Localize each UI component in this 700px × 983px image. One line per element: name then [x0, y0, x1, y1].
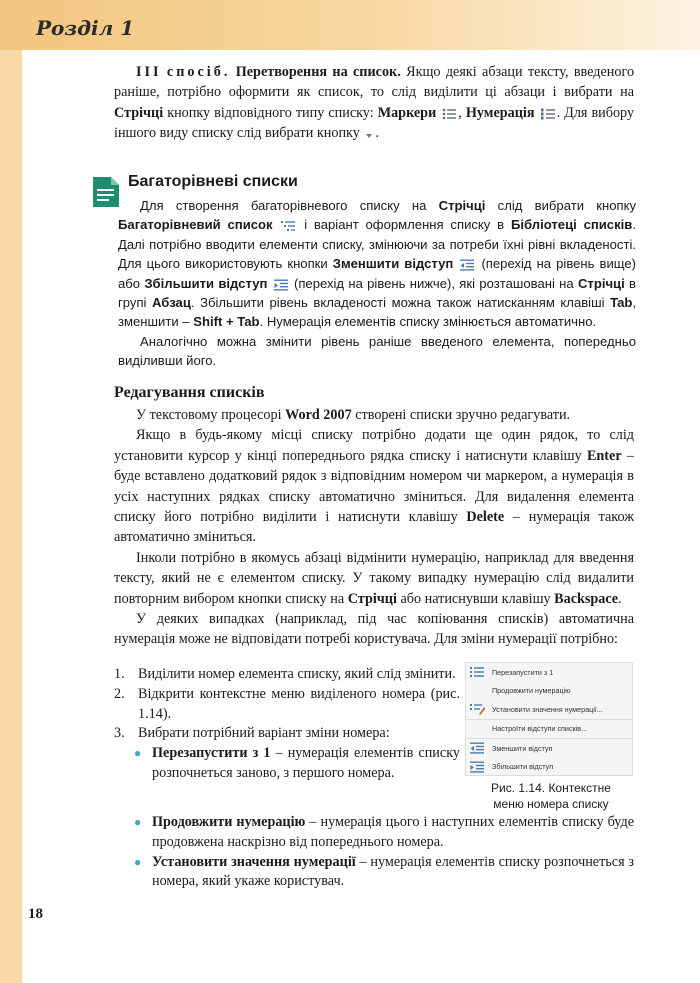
- page-number: 18: [28, 906, 43, 922]
- multilevel-paragraph-2: Аналогічно можна змінити рівень раніше введеного елемента, попередньо виділивши його.: [118, 333, 636, 369]
- editing-section: [114, 405, 634, 650]
- list-item: 3. Вибрати потрібний варіант зміни номера:: [114, 725, 390, 742]
- menu-item-decrease-indent[interactable]: Зменшити відступ: [466, 738, 632, 758]
- menu-item-restart[interactable]: Перезапустити з 1: [466, 663, 632, 682]
- bullets-icon: [442, 108, 456, 120]
- menu-item-adjust-indents[interactable]: Настроїти відступи списків...: [466, 719, 632, 739]
- set-value-icon: [470, 703, 486, 715]
- multilevel-section: [118, 196, 636, 371]
- context-menu-figure: [465, 662, 633, 776]
- editing-paragraph-4: У деяких випадках (наприклад, під час копіювання списків) автоматична нумерація може не відповідати потребі користувача. Для зміни нумерації потрібно:: [114, 611, 634, 648]
- option-item: ● Перезапустити з 1 – нумерація елементів списку розпочнеться заново, з першого номера.: [134, 744, 460, 784]
- chapter-header-band: [0, 0, 700, 50]
- menu-item-increase-indent[interactable]: Збільшити відступ: [466, 758, 632, 777]
- option-item: ● Установити значення нумерації – нумерація елементів списку розпочнеться з номера, який укаже користувач.: [134, 853, 634, 893]
- decrease-indent-icon: [460, 259, 474, 271]
- method-title: Перетворення на список.: [235, 64, 401, 80]
- editing-paragraph-1: У текстовому процесорі Word 2007 створені списки зручно редагувати.: [136, 407, 571, 423]
- steps-list: [114, 665, 460, 784]
- bullet-icon: ●: [134, 815, 142, 829]
- document-icon: [92, 176, 120, 208]
- dropdown-arrow-icon: [365, 130, 373, 140]
- list-item: 2. Відкрити контекстне меню виділеного номера (рис. 1.14).: [114, 685, 460, 722]
- page-margin-band: [0, 0, 22, 983]
- method-3-paragraph: ІІІ спосіб. Перетворення на список. Якщо деякі абзаци тексту, введеного раніше, потрібно оформити як список, то слід виділити ці абзаци і вибрати на Стрічці кнопку відповідного типу списку: Маркери , Нумерація . Для вибору іншого виду списку слід вибрати кнопку .: [114, 64, 635, 142]
- bullet-icon: ●: [134, 746, 142, 761]
- roman-numeral: ІІІ: [136, 64, 162, 80]
- numbering-icon: [541, 108, 555, 120]
- menu-item-set-value[interactable]: Установити значення нумерації...: [466, 700, 632, 719]
- list-item: 1. Виділити номер елемента списку, який слід змінити.: [114, 666, 456, 682]
- option-item: ● Продовжити нумерацію – нумерація цього і наступних елементів списку буде продовжена наскрізно від попереднього номера.: [134, 813, 634, 853]
- decrease-indent-icon: [470, 742, 486, 754]
- figure-caption: Рис. 1.14. Контекстне меню номера списку: [491, 781, 611, 811]
- options-wide-list: [134, 813, 634, 892]
- method-3-section: [114, 62, 634, 144]
- editing-heading: Редагування списків: [114, 384, 265, 401]
- method-word: спосіб.: [166, 64, 231, 80]
- multilevel-paragraph-1: Для створення багаторівневого списку на Стрічці слід вибрати кнопку Багаторівневий список і варіант оформлення списку в Бібліотеці списків. Далі потрібно вводити елементи списку, змінюючи за потреби їхні рівні вкладеності. Для цього використовують кнопки Зменшити відступ (перехід на рівень вище) або Збільшити відступ (перехід на рівень нижче), які розташовані на Стрічці в групі Абзац. Збільшити рівень вкладеності можна також натисканням клавіші Tab, зменшити – Shift + Tab. Нумерація елементів списку змінюється автоматично.: [118, 198, 637, 330]
- bullet-icon: ●: [134, 854, 142, 869]
- editing-paragraph-3: Інколи потрібно в якомусь абзаці відмінити нумерацію, наприклад для введення тексту, який не є елементом списку. У такому випадку нумерацію слід видалити повторним вибором кнопки списку на Стрічці або натиснувши клавішу Backspace.: [114, 549, 634, 607]
- multilevel-list-icon: [281, 220, 295, 232]
- multilevel-heading: Багаторівневі списки: [128, 173, 298, 190]
- chapter-title: Розділ 1: [36, 16, 135, 40]
- increase-indent-icon: [470, 761, 486, 773]
- editing-paragraph-2: Якщо в будь-якому місці списку потрібно додати ще один рядок, то слід установити курсор у кінці попереднього рядка списку і натиснути клавішу Enter – буде вставлено додатковий рядок з відповідним номером чи маркером, а нумерація в усіх наступних рядках списку автоматично зміниться. Для видалення елемента списку його потрібно виділити і натиснути клавішу Delete – нумерація також автоматично зміниться.: [114, 427, 635, 546]
- increase-indent-icon: [274, 279, 288, 291]
- menu-item-continue[interactable]: Продовжити нумерацію: [492, 686, 571, 696]
- restart-numbering-icon: [470, 666, 486, 678]
